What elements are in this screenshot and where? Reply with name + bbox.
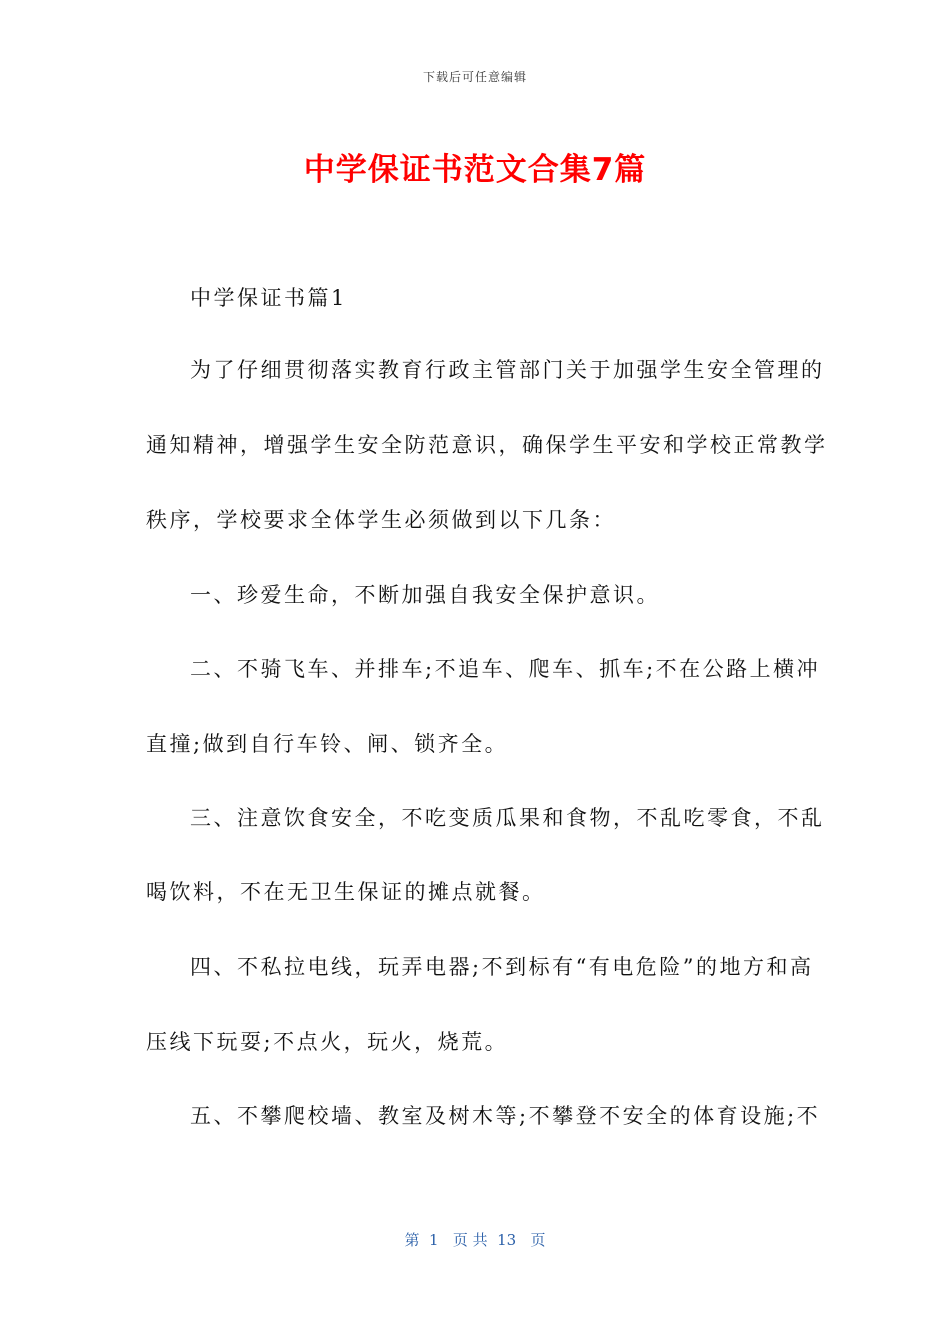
paragraph-line: 秩序，学校要求全体学生必须做到以下几条： [146,508,616,532]
paragraph-line: 三、注意饮食安全，不吃变质瓜果和食物，不乱吃零食，不乱 [190,806,825,830]
paragraph-line: 四、不私拉电线，玩弄电器;不到标有“有电危险”的地方和高 [190,955,814,979]
section-heading: 中学保证书篇1 [190,286,347,310]
paragraph-line: 为了仔细贯彻落实教育行政主管部门关于加强学生安全管理的 [190,358,825,382]
paragraph-line: 喝饮料，不在无卫生保证的摊点就餐。 [146,880,546,904]
paragraph-line: 五、不攀爬校墙、教室及树木等;不攀登不安全的体育设施;不 [190,1104,821,1128]
document-title: 中学保证书范文合集7篇 [303,152,647,188]
paragraph-line: 一、珍爱生命，不断加强自我安全保护意识。 [190,583,660,607]
paragraph-line: 直撞;做到自行车铃、闸、锁齐全。 [146,732,509,756]
header-note: 下载后可任意编辑 [422,70,527,84]
page-number-footer: 第 1 页 共 13 页 [404,1231,546,1249]
paragraph-line: 压线下玩耍;不点火，玩火，烧荒。 [146,1030,509,1054]
paragraph-line: 通知精神，增强学生安全防范意识，确保学生平安和学校正常教学 [146,433,828,457]
paragraph-line: 二、不骑飞车、并排车;不追车、爬车、抓车;不在公路上横冲 [190,657,821,681]
